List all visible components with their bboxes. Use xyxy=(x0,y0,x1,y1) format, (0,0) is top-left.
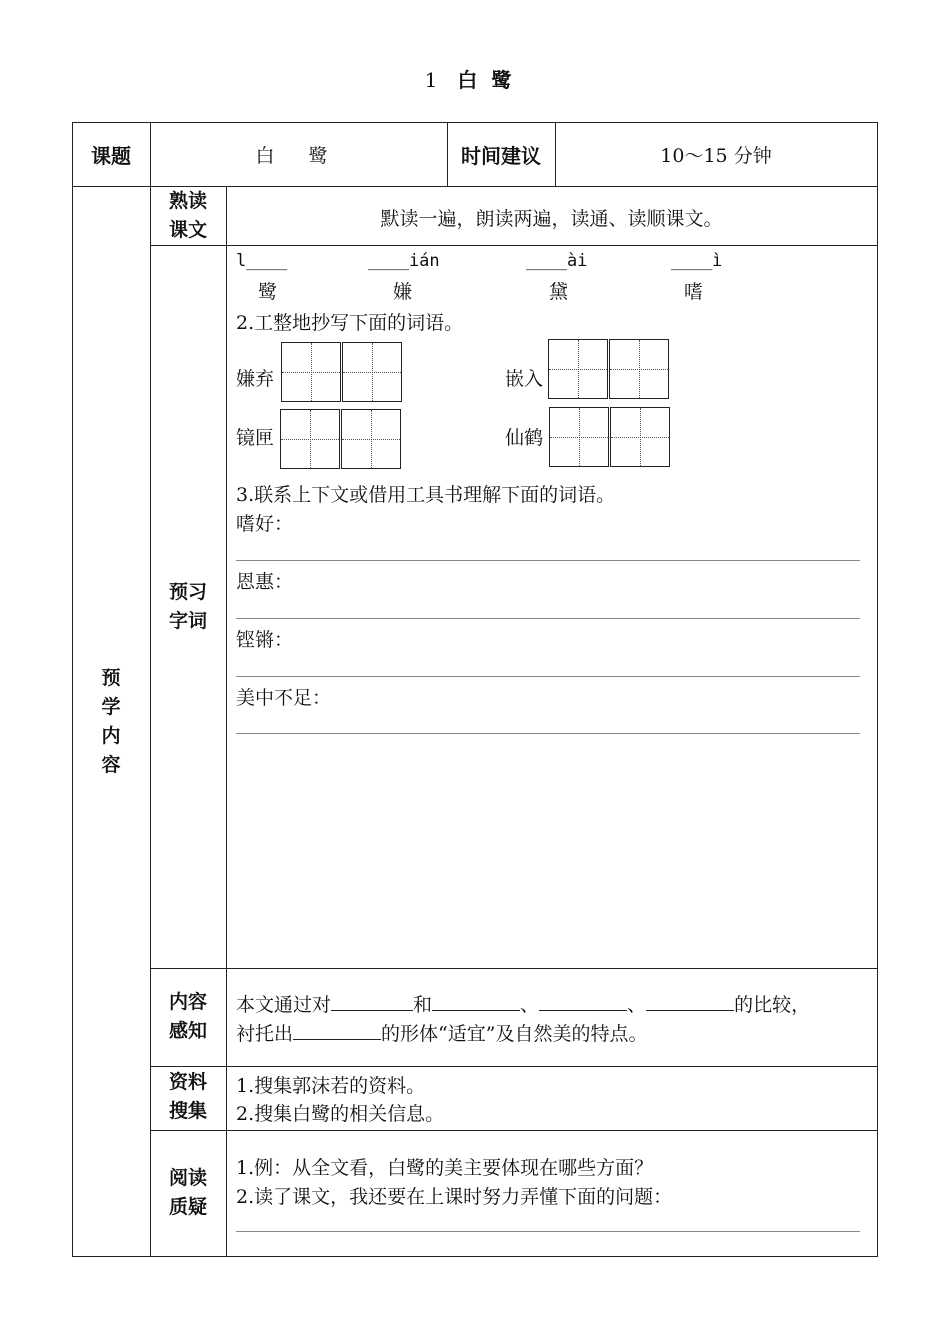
writing-grid[interactable] xyxy=(610,407,670,467)
copy-word-1: 嫌弃 xyxy=(236,368,275,390)
materials-item-2: 2.搜集白鹭的相关信息。 xyxy=(236,1103,445,1125)
content-text: 的形体“适宜”及自然美的特点。 xyxy=(381,1023,648,1045)
answer-line[interactable] xyxy=(236,560,860,561)
content-text: 、 xyxy=(627,994,647,1016)
copy-word-2: 嵌入 xyxy=(505,368,544,390)
question-label-line: 阅读 xyxy=(168,1167,207,1189)
content-text: 和 xyxy=(413,994,433,1016)
content-line-2 xyxy=(236,1019,647,1046)
words-label xyxy=(150,578,226,636)
fill-blank[interactable] xyxy=(293,1039,381,1040)
section-label-char: 内 xyxy=(101,725,121,747)
question-2: 2.工整地抄写下面的词语。 xyxy=(236,312,464,334)
char-4: 嗜 xyxy=(684,281,704,303)
answer-line[interactable] xyxy=(236,1231,860,1232)
copy-word-4: 仙鹤 xyxy=(505,427,544,449)
content-label-line: 内容 xyxy=(168,991,207,1013)
term-1: 嗜好： xyxy=(236,513,294,535)
materials-label xyxy=(150,1068,226,1126)
char-1: 鹭 xyxy=(258,281,278,303)
writing-grid[interactable] xyxy=(548,339,608,399)
read-label-line: 熟读 xyxy=(168,190,207,212)
fill-blank[interactable] xyxy=(331,1010,413,1011)
writing-grid[interactable] xyxy=(280,409,340,469)
term-3: 铿锵： xyxy=(236,629,294,651)
question-label xyxy=(150,1164,226,1222)
fill-blank[interactable] xyxy=(432,1010,520,1011)
pinyin-blank-4[interactable]: ____ì xyxy=(671,251,723,271)
content-text: 、 xyxy=(520,994,540,1016)
section-label-char: 容 xyxy=(101,754,121,776)
content-line-1 xyxy=(236,990,810,1017)
copy-word-3: 镜匣 xyxy=(236,427,275,449)
section-label-char: 学 xyxy=(101,696,121,718)
writing-grid[interactable] xyxy=(609,339,669,399)
section-label xyxy=(72,664,150,780)
words-label-line: 字词 xyxy=(168,610,207,632)
content-label xyxy=(150,988,226,1046)
content-label-line: 感知 xyxy=(168,1020,207,1042)
pinyin-blank-2[interactable]: ____ián xyxy=(368,251,440,271)
content-text: 的比较， xyxy=(734,994,811,1016)
pinyin-blank-3[interactable]: ____ài xyxy=(526,251,588,271)
lesson-number: 1 xyxy=(424,68,440,92)
char-3: 黛 xyxy=(549,281,569,303)
materials-item-1: 1.搜集郭沫若的资料。 xyxy=(236,1075,426,1097)
question-label-line: 质疑 xyxy=(168,1196,207,1218)
char-2: 嫌 xyxy=(393,281,413,303)
lesson-title: 白鹭 xyxy=(457,68,526,92)
writing-grid[interactable] xyxy=(549,407,609,467)
content-text: 衬托出 xyxy=(236,1023,294,1045)
term-4: 美中不足： xyxy=(236,687,332,709)
answer-line[interactable] xyxy=(236,618,860,619)
writing-grid[interactable] xyxy=(342,342,402,402)
topic-label: 课题 xyxy=(91,144,131,168)
term-2: 恩惠： xyxy=(236,571,294,593)
question-item-2: 2.读了课文，我还要在上课时努力弄懂下面的问题： xyxy=(236,1186,673,1208)
time-value: 10～15 分钟 xyxy=(660,145,772,167)
answer-line[interactable] xyxy=(236,676,860,677)
topic-value: 白 鹭 xyxy=(255,145,342,167)
words-label-line: 预习 xyxy=(168,581,207,603)
answer-line[interactable] xyxy=(236,733,860,734)
fill-blank[interactable] xyxy=(539,1010,627,1011)
read-instruction: 默读一遍，朗读两遍，读通、读顺课文。 xyxy=(380,208,723,230)
question-3: 3.联系上下文或借用工具书理解下面的词语。 xyxy=(236,484,616,506)
question-item-1: 1.例：从全文看，白鹭的美主要体现在哪些方面？ xyxy=(236,1157,654,1179)
materials-label-line: 资料 xyxy=(168,1071,207,1093)
page-title xyxy=(0,64,950,93)
writing-grid[interactable] xyxy=(281,342,341,402)
materials-label-line: 搜集 xyxy=(168,1100,207,1122)
pinyin-blank-1[interactable]: l____ xyxy=(236,251,288,271)
read-label xyxy=(150,187,226,245)
fill-blank[interactable] xyxy=(646,1010,734,1011)
read-label-line: 课文 xyxy=(168,219,207,241)
content-text: 本文通过对 xyxy=(236,994,332,1016)
writing-grid[interactable] xyxy=(341,409,401,469)
time-label: 时间建议 xyxy=(461,144,541,168)
section-label-char: 预 xyxy=(101,667,121,689)
